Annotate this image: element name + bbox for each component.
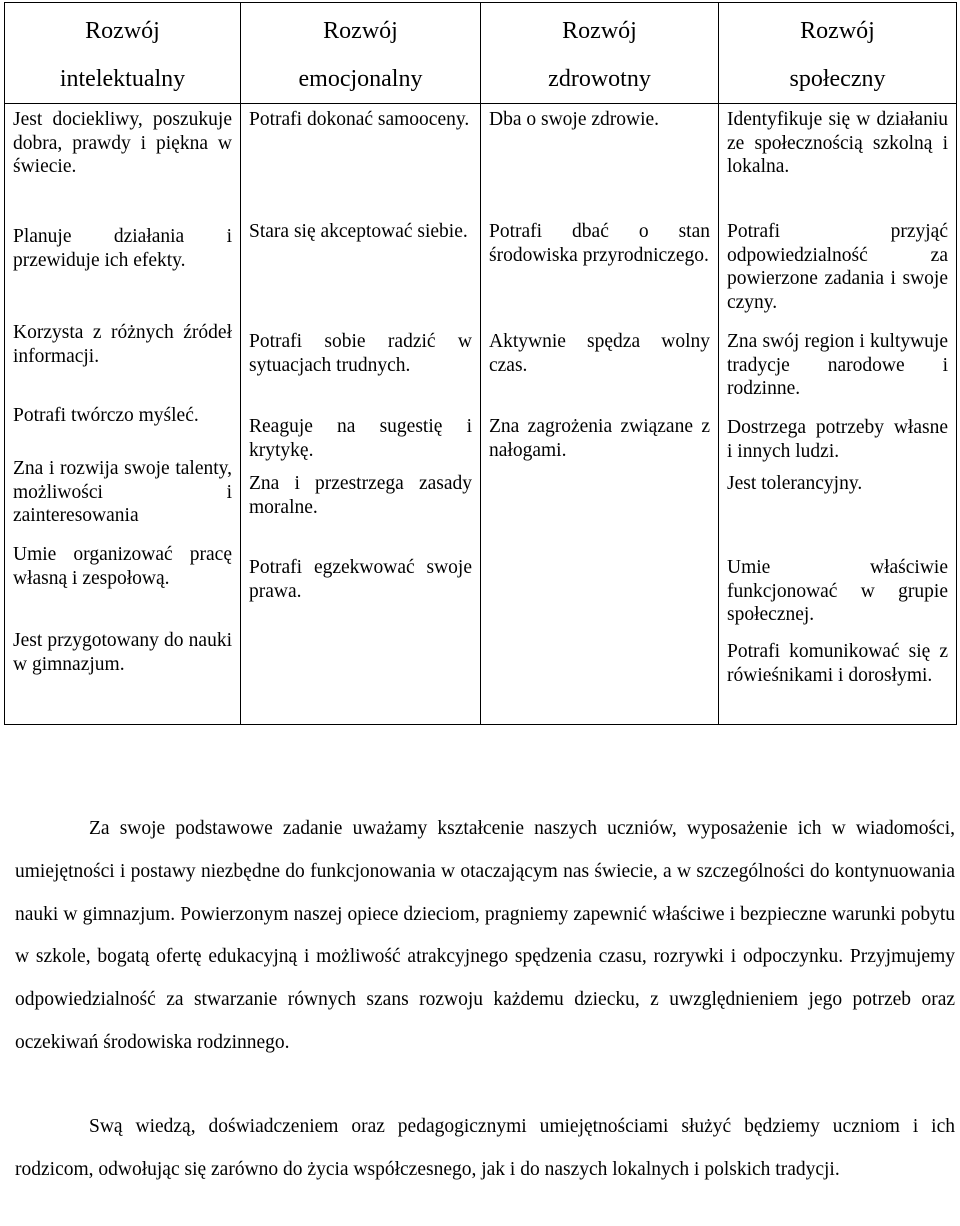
header-emotional xyxy=(241,3,481,104)
list-item: Stara się akceptować siebie. xyxy=(249,221,468,242)
list-item: Umie organizować pracę własną i zespołową. xyxy=(13,544,232,589)
development-table xyxy=(4,2,957,725)
list-item: Zna zagrożenia związane z nałogami. xyxy=(489,416,710,461)
list-item: Dba o swoje zdrowie. xyxy=(489,109,660,130)
list-item: Umie właściwie funkcjonować w grupie społecznej. xyxy=(727,557,948,625)
header-health xyxy=(481,3,719,104)
list-item: Potrafi dokonać samooceny. xyxy=(249,109,470,130)
header-intellectual xyxy=(5,3,241,104)
header-line: zdrowotny xyxy=(548,66,651,92)
list-item: Potrafi egzekwować swoje prawa. xyxy=(249,557,472,602)
health-cell xyxy=(481,104,719,725)
header-social xyxy=(719,3,957,104)
intellectual-cell xyxy=(5,104,241,725)
mission-paragraph: Za swoje podstawowe zadanie uważamy kształcenie naszych uczniów, wyposażenie ich w wiadomości, umiejętności i postawy niezbędne do funkcjonowania w otaczającym nas świecie, a w szczególności do kontynuowania nauki w gimnazjum. Powierzonym naszej opiece dzieciom, pragniemy zapewnić właściwe i bezpieczne warunki pobytu w szkole, bogatą ofertę edukacyjną i możliwość atrakcyjnego spędzenia czasu, rozrywki i odpoczynku. Przyjmujemy odpowiedzialność za stwarzanie równych szans rozwoju każdemu dziecku, z uwzględnieniem jego potrzeb oraz oczekiwań środowiska rodzinnego. xyxy=(15,818,955,1053)
table-row xyxy=(5,104,957,725)
list-item: Korzysta z różnych źródeł informacji. xyxy=(13,322,232,367)
commitment-paragraph: Swą wiedzą, doświadczeniem oraz pedagogicznymi umiejętnościami służyć będziemy uczniom i ich rodzicom, odwołując się zarówno do życia współczesnego, jak i do naszych lokalnych i polskich tradycji. xyxy=(15,1116,955,1180)
list-item: Potrafi dbać o stan środowiska przyrodniczego. xyxy=(489,221,710,266)
list-item: Potrafi komunikować się z rówieśnikami i dorosłymi. xyxy=(727,641,948,686)
list-item: Potrafi przyjąć odpowiedzialność za powierzone zadania i swoje czyny. xyxy=(727,221,948,313)
emotional-cell xyxy=(241,104,481,725)
header-line: emocjonalny xyxy=(298,66,423,92)
header-line: Rozwój xyxy=(562,18,637,44)
header-line: intelektualny xyxy=(59,66,186,92)
list-item: Dostrzega potrzeby własne i innych ludzi. xyxy=(727,417,948,462)
list-item: Identyfikuje się w działaniu ze społecznością szkolną i lokalna. xyxy=(727,109,948,177)
header-line: społeczny xyxy=(789,66,886,92)
list-item: Zna i przestrzega zasady moralne. xyxy=(249,473,472,518)
list-item: Reaguje na sugestię i krytykę. xyxy=(249,416,472,461)
list-item: Jest dociekliwy, poszukuje dobra, prawdy i piękna w świecie. xyxy=(13,109,232,177)
social-cell xyxy=(719,104,957,725)
list-item: Planuje działania i przewiduje ich efekty. xyxy=(13,226,232,271)
list-item: Potrafi sobie radzić w sytuacjach trudnych. xyxy=(249,331,472,376)
header-line: Rozwój xyxy=(323,18,398,44)
header-line: Rozwój xyxy=(85,18,160,44)
list-item: Zna i rozwija swoje talenty, możliwości i zainteresowania xyxy=(13,458,232,526)
list-item: Potrafi twórczo myśleć. xyxy=(13,405,199,426)
list-item: Zna swój region i kultywuje tradycje narodowe i rodzinne. xyxy=(727,331,948,399)
list-item: Jest tolerancyjny. xyxy=(727,473,863,494)
table-header-row xyxy=(5,3,957,104)
header-line: Rozwój xyxy=(800,18,875,44)
list-item: Jest przygotowany do nauki w gimnazjum. xyxy=(13,630,232,675)
list-item: Aktywnie spędza wolny czas. xyxy=(489,331,710,376)
